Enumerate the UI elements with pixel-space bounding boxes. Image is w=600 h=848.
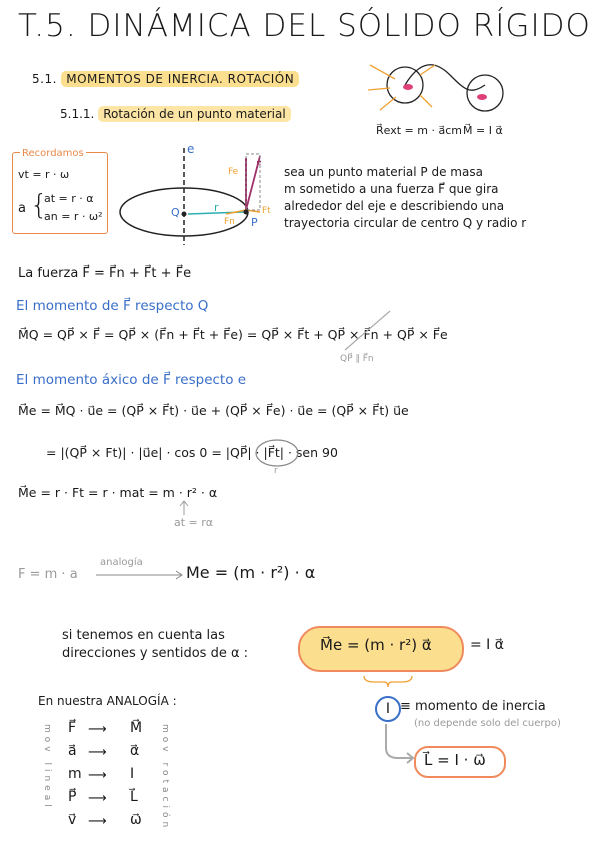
rotation-diagram: [118, 140, 283, 250]
analogy-list-title: En nuestra ANALOGÍA :: [38, 694, 177, 708]
analogy-arrow-icon: [94, 569, 186, 581]
qp-circle: [254, 436, 304, 472]
analogy-from: m: [68, 766, 82, 782]
formula-resultant: R⃗ext = m · a⃗cm: [376, 124, 462, 137]
inertia-symbol: I: [375, 696, 401, 722]
at-arrow-icon: [178, 500, 190, 516]
inertia-note: (no depende solo del cuerpo): [414, 718, 561, 729]
moment-q-cancel: [340, 308, 400, 353]
angular-momentum-eq: L⃗ = I · ω⃗: [424, 751, 486, 769]
description-line-1: sea un punto material P de masa: [284, 165, 483, 179]
analogy-arrow-icon: ⟶: [88, 791, 107, 806]
description-line-4: trayectoria circular de centro Q y radio r: [284, 216, 527, 230]
moment-q-equation: M⃗Q = QP⃗ × F⃗ = QP⃗ × (F⃗n + F⃗t + F⃗e) = QP⃗ × F⃗t + QP⃗ × F⃗n + QP⃗ × F⃗e: [18, 327, 448, 342]
force-f-label: F: [256, 160, 262, 171]
moment-q-note: QP⃗ ∥ F⃗n: [340, 354, 374, 364]
analogy-left: F = m · a: [18, 567, 78, 582]
moment-e-equation-2: = |(QP⃗ × Ft)| · |u⃗e| · cos 0 = |QP⃗| · |F⃗t| · sen 90: [46, 445, 338, 460]
vert-left-label: mov lineal: [42, 724, 52, 811]
subsection-number: 5.1.1.: [60, 107, 95, 121]
moment-e-equation-1: M⃗e = M⃗Q · u⃗e = (QP⃗ × F⃗t) · u⃗e + (QP⃗ × F⃗e) · u⃗e = (QP⃗ × F⃗t) u⃗e: [18, 403, 409, 418]
recordamos-a-prefix: a: [18, 201, 26, 216]
analogy-to: M⃗: [130, 720, 143, 736]
point-p-label: P: [251, 216, 258, 229]
force-fn-label: Fn: [224, 217, 235, 227]
at-note: at = rα: [174, 516, 214, 529]
force-equation: La fuerza F⃗ = F⃗n + F⃗t + F⃗e: [18, 266, 192, 281]
brace: {: [30, 188, 48, 221]
analogy-to: I: [130, 766, 135, 782]
analogy-from: P⃗: [68, 789, 77, 805]
page-title: T.5. DINÁMICA DEL SÓLIDO RÍGIDO: [18, 8, 591, 44]
analogy-to: ω⃗: [130, 812, 142, 828]
analogy-arrow-icon: ⟶: [88, 814, 107, 829]
axis-e-label: e: [187, 142, 195, 156]
radius-r-label: r: [214, 201, 219, 214]
analogy-arrow-icon: ⟶: [88, 722, 107, 737]
analogy-from: a⃗: [68, 743, 77, 759]
force-ft-label: Ft: [262, 206, 271, 216]
under-brace: [362, 674, 414, 688]
description-line-2: m sometido a una fuerza F⃗ que gira: [284, 182, 499, 196]
subsection-label: Rotación de un punto material: [98, 106, 291, 122]
subsection-heading: [60, 107, 291, 121]
recordamos-an: an = r · ω²: [44, 210, 103, 223]
formula-moment: M⃗ = I α⃗: [463, 124, 503, 137]
inertia-arrow-icon: [378, 722, 418, 766]
rigid-body-sketch: [360, 55, 510, 125]
moment-q-title: El momento de F⃗ respecto Q: [16, 298, 209, 314]
inertia-label: ≡ momento de inercia: [400, 699, 546, 714]
analogy-to: α⃗: [130, 743, 140, 759]
considering-line-2: direcciones y sentidos de α :: [62, 646, 249, 661]
qp-equals-r: r: [274, 466, 278, 476]
analogy-arrow-icon: ⟶: [88, 768, 107, 783]
recordamos-at: at = r · α: [44, 192, 94, 205]
analogy-right: Me = (m · r²) · α: [186, 563, 316, 582]
description-line-3: alrededor del eje e describiendo una: [284, 199, 505, 213]
analogy-to: L⃗: [130, 789, 138, 805]
recordamos-v: vt = r · ω: [18, 168, 70, 181]
section-number: 5.1.: [32, 72, 57, 86]
point-q-label: Q: [171, 206, 180, 219]
analogy-arrow-icon: ⟶: [88, 745, 107, 760]
considering-line-1: si tenemos en cuenta las: [62, 628, 225, 643]
section-label: MOMENTOS DE INERCIA. ROTACIÓN: [61, 71, 299, 87]
section-heading: [32, 72, 299, 86]
force-fe-label: Fe: [228, 167, 239, 177]
analogy-from: F⃗: [68, 720, 77, 736]
moment-e-equation-3: M⃗e = r · Ft = r · mat = m · r² · α: [18, 485, 218, 500]
moment-e-title: El momento áxico de F⃗ respecto e: [16, 372, 247, 388]
analogy-label: analogía: [100, 557, 143, 568]
analogy-from: v⃗: [68, 812, 77, 828]
pill-right-equation: = I α⃗: [470, 637, 504, 653]
pill-equation: M⃗e = (m · r²) α⃗: [320, 636, 432, 654]
recordamos-label: Recordamos: [22, 148, 84, 159]
vert-right-label: mov rotación: [160, 724, 170, 832]
